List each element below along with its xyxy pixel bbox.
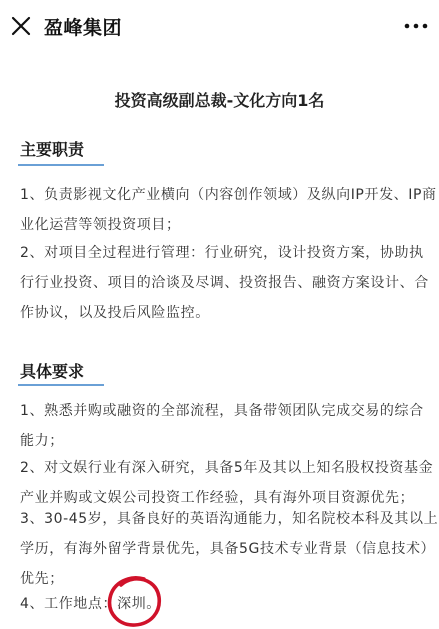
section-divider [18, 164, 104, 166]
requirement-item-4 [20, 589, 430, 619]
text-line [20, 589, 430, 619]
article-title: 投资高级副总裁-文化方向1名 [114, 91, 325, 110]
responsibility-item-2 [20, 238, 430, 328]
work-location-value: 深圳。 [117, 596, 161, 612]
close-icon[interactable] [10, 15, 32, 37]
work-location-label: 4、工作地点： [20, 596, 118, 612]
text-line: 优先； [20, 571, 64, 587]
page-title: 盈峰集团 [44, 17, 123, 39]
more-dots-icon[interactable] [401, 14, 431, 38]
text-line: 2、对文娱行业有深入研究，具备5年及其以上知名股权投资基金 [20, 460, 434, 476]
text-line: 行行业投资、项目的洽谈及尽调、投资报告、融资方案设计、合 [20, 275, 429, 291]
requirement-item-3 [20, 504, 439, 594]
text-line: 作协议，以及投后风险监控。 [20, 305, 210, 321]
text-line: 2、对项目全过程进行管理：行业研究，设计投资方案，协助执 [20, 245, 424, 261]
section-heading-responsibilities: 主要职责 [20, 140, 85, 159]
section-divider [18, 384, 104, 386]
requirement-item-1 [20, 396, 430, 456]
text-line: 产业并购或文娱公司投资工作经验，具有海外项目资源优先； [20, 490, 415, 506]
text-line: 学历，有海外留学背景优先，具备5G技术专业背景（信息技术） [20, 541, 436, 557]
responsibility-item-1 [20, 180, 437, 240]
section-heading-requirements: 具体要求 [20, 362, 85, 381]
text-line: 1、熟悉并购或融资的全部流程，具备带领团队完成交易的综合 [20, 403, 424, 419]
text-line: 能力； [20, 433, 64, 449]
top-navigation-bar [0, 0, 439, 54]
annotation-circle-icon [104, 574, 164, 629]
text-line: 1、负责影视文化产业横向（内容创作领域）及纵向IP开发、IP商 [20, 187, 437, 203]
text-line: 3、30-45岁，具备良好的英语沟通能力，知名院校本科及其以上 [20, 511, 439, 527]
text-line: 业化运营等领投资项目； [20, 217, 181, 233]
